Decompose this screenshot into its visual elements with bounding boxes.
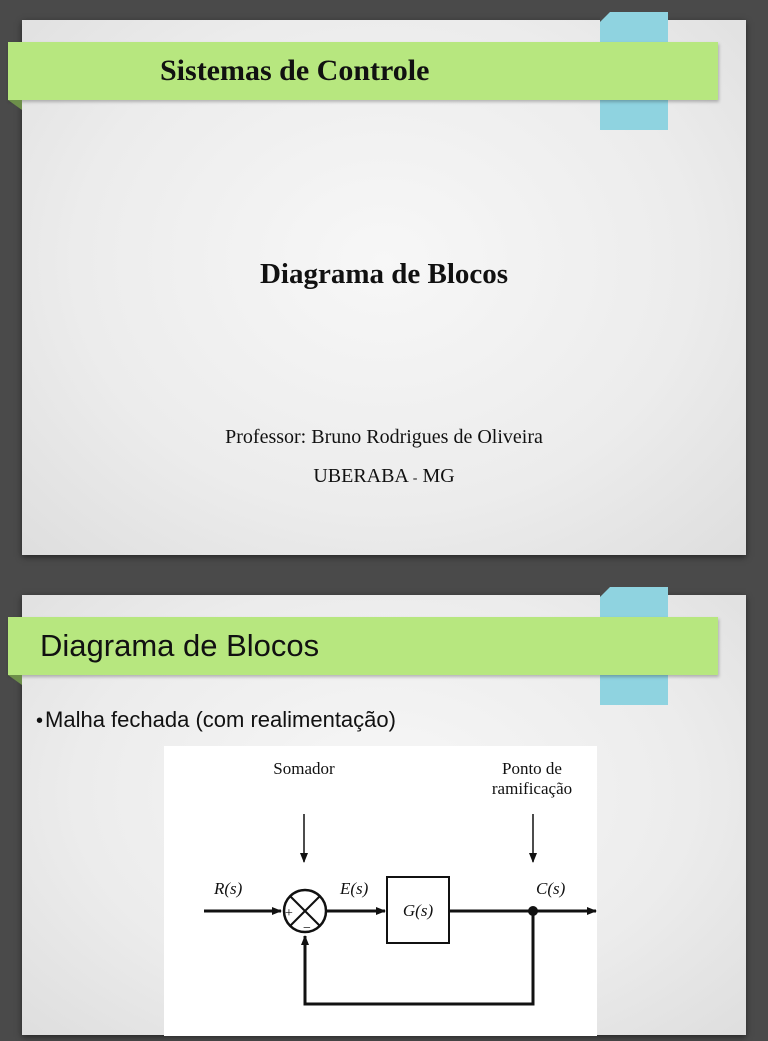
plus-sign: +	[285, 906, 293, 921]
summer-label: Somador	[273, 759, 335, 778]
slide-2-title: Diagrama de Blocos	[40, 628, 320, 663]
slide-1-title-banner	[8, 42, 718, 100]
city-name: UBERABA	[313, 465, 408, 487]
minus-sign: −	[303, 921, 311, 936]
slide-1-subtitle: Diagrama de Blocos	[259, 258, 509, 290]
bullet-icon: •	[36, 710, 44, 732]
branch-point-label-line2: ramificação	[491, 779, 573, 798]
block-diagram	[164, 746, 597, 1036]
slide-1	[22, 20, 746, 555]
slide-2-title-banner	[8, 617, 718, 675]
state-name: MG	[422, 465, 455, 487]
slide-2	[22, 595, 746, 1035]
bullet-item	[36, 707, 396, 733]
transfer-function-label: G(s)	[402, 901, 434, 920]
input-signal-label: R(s)	[214, 879, 243, 898]
bullet-text: Malha fechada (com realimentação)	[45, 707, 396, 732]
branch-point-label-line1: Ponto de	[502, 759, 562, 778]
error-signal-label: E(s)	[340, 879, 369, 898]
block-diagram-svg	[164, 746, 597, 1036]
location-separator: -	[412, 471, 418, 486]
output-signal-label: C(s)	[536, 879, 566, 898]
slide-1-title: Sistemas de Controle	[160, 54, 430, 87]
professor-name: Professor: Bruno Rodrigues de Oliveira	[225, 426, 543, 448]
location	[22, 465, 746, 488]
